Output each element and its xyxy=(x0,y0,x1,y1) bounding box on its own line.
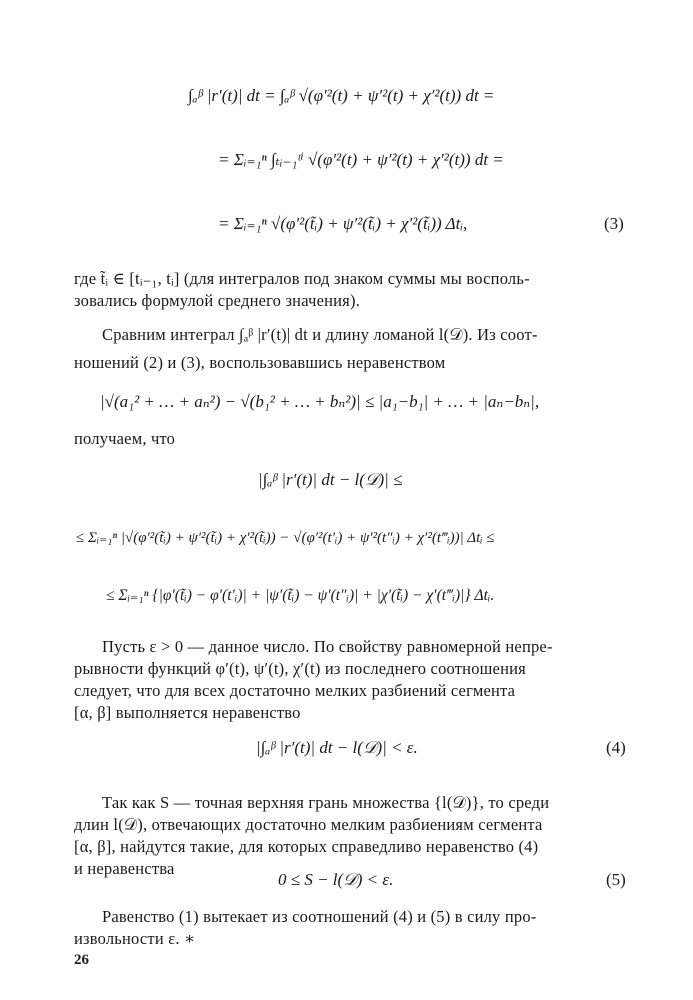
paragraph-5-line-1: Так как S — точная верхняя грань множества {l(𝒟)}, то среди xyxy=(102,793,550,812)
equation-4-number: (4) xyxy=(606,738,626,757)
paragraph-6-line-1: Равенство (1) вытекает из соотношений (4) и (5) в силу про- xyxy=(102,907,537,926)
paragraph-1-line-2: зовались формулой среднего значения). xyxy=(74,291,360,310)
difference-line-2: ≤ Σᵢ₌₁ⁿ |√(φ′²(t̃ᵢ) + ψ′²(t̃ᵢ) + χ′²(t̃ᵢ)) − √(φ′²(t′ᵢ) + ψ′²(t″ᵢ) + χ′²(t‴ᵢ))| Δtᵢ ≤ xyxy=(76,530,495,546)
equation-5: 0 ≤ S − l(𝒟) < ε. xyxy=(278,870,394,889)
paragraph-5-line-3: [α, β], найдутся такие, для которых справедливо неравенство (4) xyxy=(74,837,539,856)
equation-3-line-1: ∫ₐᵝ |r′(t)| dt = ∫ₐᵝ √(φ′²(t) + ψ′²(t) + χ′²(t)) dt = xyxy=(188,86,495,105)
paragraph-2-line-2: ношений (2) и (3), воспользовавшись неравенством xyxy=(74,353,446,372)
paragraph-2-line-1: Сравним интеграл ∫ₐᵝ |r′(t)| dt и длину ломаной l(𝒟). Из соот- xyxy=(102,325,538,344)
paragraph-5-line-2: длин l(𝒟), отвечающих достаточно мелким разбиениям сегмента xyxy=(74,815,543,834)
equation-5-number: (5) xyxy=(606,870,626,889)
equation-3-line-3: = Σᵢ₌₁ⁿ √(φ′²(t̃ᵢ) + ψ′²(t̃ᵢ) + χ′²(t̃ᵢ)) Δtᵢ, xyxy=(218,214,468,233)
absolute-value-inequality: |√(a₁² + … + aₙ²) − √(b₁² + … + bₙ²)| ≤ |a₁−b₁| + … + |aₙ−bₙ|, xyxy=(100,392,540,411)
equation-4: |∫ₐᵝ |r′(t)| dt − l(𝒟)| < ε. xyxy=(256,738,418,757)
page-number: 26 xyxy=(74,952,89,968)
paragraph-5-line-4: и неравенства xyxy=(74,859,175,878)
paragraph-1-line-1: где t̃ᵢ ∈ [tᵢ₋₁, tᵢ] (для интегралов под знаком суммы мы восполь- xyxy=(74,269,530,288)
difference-line-1: |∫ₐᵝ |r′(t)| dt − l(𝒟)| ≤ xyxy=(258,470,403,489)
paragraph-4-line-2: рывности функций φ′(t), ψ′(t), χ′(t) из последнего соотношения xyxy=(74,659,526,678)
paragraph-6-line-2: извольности ε. ∗ xyxy=(74,929,196,948)
paragraph-4-line-3: следует, что для всех достаточно мелких разбиений сегмента xyxy=(74,681,516,700)
equation-3-number: (3) xyxy=(604,214,624,233)
difference-line-3: ≤ Σᵢ₌₁ⁿ {|φ′(t̃ᵢ) − φ′(t′ᵢ)| + |ψ′(t̃ᵢ) − ψ′(t″ᵢ)| + |χ′(t̃ᵢ) − χ′(t‴ᵢ)|} Δtᵢ. xyxy=(106,587,495,604)
paragraph-3: получаем, что xyxy=(74,429,176,448)
paragraph-4-line-1: Пусть ε > 0 — данное число. По свойству равномерной непре- xyxy=(102,637,553,656)
equation-3-line-2: = Σᵢ₌₁ⁿ ∫ₜᵢ₋₁ᵗⁱ √(φ′²(t) + ψ′²(t) + χ′²(t)) dt = xyxy=(218,150,504,169)
paragraph-4-line-4: [α, β] выполняется неравенство xyxy=(74,703,301,722)
